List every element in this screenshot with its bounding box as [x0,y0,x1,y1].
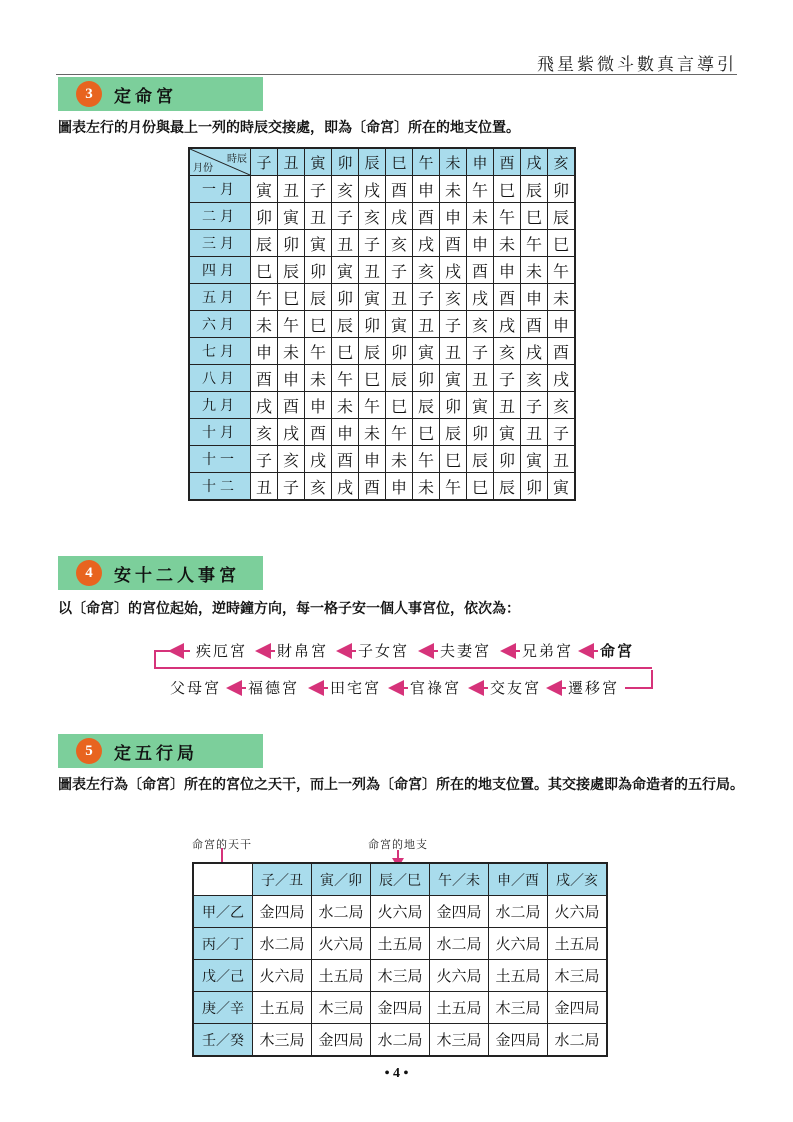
hour-header: 巳 [386,148,413,176]
table-cell: 午 [359,392,386,419]
table-cell: 土五局 [489,960,548,992]
table-cell: 卯 [413,365,440,392]
table-cell: 丑 [521,419,548,446]
table-cell: 卯 [278,230,305,257]
month-label: 四月 [189,257,251,284]
table-cell: 戌 [521,338,548,365]
branch-header: 午／未 [430,863,489,896]
table-cell: 未 [278,338,305,365]
palace-label: 子女宮 [358,642,410,660]
table-cell: 辰 [359,338,386,365]
table-cell: 未 [305,365,332,392]
table-cell: 子 [305,176,332,203]
annotation-stem: 命宮的天干 [192,838,252,851]
annotation-branch: 命宮的地支 [368,838,428,851]
corner-month-label: 月份 [193,163,213,174]
table-cell: 午 [413,446,440,473]
table-cell: 酉 [332,446,359,473]
table-cell: 寅 [413,338,440,365]
palace-label: 遷移宮 [568,679,620,697]
table-cell: 木三局 [312,992,371,1024]
table-cell: 巳 [440,446,467,473]
month-label: 六月 [189,311,251,338]
table-cell: 火六局 [253,960,312,992]
table-cell: 酉 [359,473,386,501]
hour-header: 亥 [548,148,576,176]
hour-header: 丑 [278,148,305,176]
hour-header: 酉 [494,148,521,176]
table-cell: 亥 [521,365,548,392]
table-cell: 午 [332,365,359,392]
hour-header: 午 [413,148,440,176]
table-cell: 巳 [521,203,548,230]
table-cell: 丑 [278,176,305,203]
table-cell: 戌 [548,365,576,392]
table-cell: 未 [440,176,467,203]
table-cell: 巳 [386,392,413,419]
table-cell: 申 [494,257,521,284]
table-cell: 水二局 [371,1024,430,1057]
table-cell: 申 [359,446,386,473]
table-cell: 卯 [305,257,332,284]
table-cell: 午 [386,419,413,446]
table-cell: 酉 [413,203,440,230]
table-cell: 未 [521,257,548,284]
table-cell: 子 [386,257,413,284]
table-cell: 辰 [440,419,467,446]
month-label: 八月 [189,365,251,392]
table-cell: 子 [494,365,521,392]
table-cell: 酉 [278,392,305,419]
section-text-4: 以〔命宮〕的宮位起始，逆時鐘方向，每一格子安一個人事宮位，依次為： [58,601,520,617]
table-cell: 辰 [332,311,359,338]
corner-hour-label: 時辰 [227,154,247,165]
table-cell: 辰 [548,203,576,230]
table-cell: 酉 [521,311,548,338]
table-cell: 辰 [494,473,521,501]
table-cell: 申 [521,284,548,311]
hour-header: 卯 [332,148,359,176]
table-row [193,928,607,960]
section-text-5: 圖表左行為〔命宮〕所在的宮位之天干，而上一列為〔命宮〕所在的地支位置。其交接處即為命造者的五行局。 [58,777,744,793]
table-cell: 巳 [278,284,305,311]
table-cell: 酉 [440,230,467,257]
table-cell: 辰 [278,257,305,284]
stem-label: 庚／辛 [193,992,253,1024]
table-cell: 水二局 [312,896,371,928]
table-cell: 亥 [386,230,413,257]
table-cell: 寅 [467,392,494,419]
table-cell: 戌 [305,446,332,473]
table-header-row [193,863,607,896]
table-cell: 巳 [467,473,494,501]
table-cell: 子 [359,230,386,257]
month-label: 七月 [189,338,251,365]
month-label: 九月 [189,392,251,419]
palace-label: 交友宮 [490,679,542,697]
table-cell: 戌 [278,419,305,446]
section-number-badge: 5 [76,738,102,764]
table-cell: 寅 [332,257,359,284]
table-cell: 未 [548,284,576,311]
table-row [193,960,607,992]
table-cell: 戌 [467,284,494,311]
table-cell: 丑 [440,338,467,365]
table-cell: 辰 [251,230,278,257]
table-cell: 酉 [251,365,278,392]
table-cell: 申 [440,203,467,230]
palace-label: 兄弟宮 [522,642,574,660]
table-cell: 寅 [278,203,305,230]
table-cell: 木三局 [489,992,548,1024]
table-row [193,1024,607,1057]
table-cell: 土五局 [253,992,312,1024]
table-cell: 申 [305,392,332,419]
table-cell: 巳 [305,311,332,338]
table-cell: 戌 [494,311,521,338]
table-cell: 子 [278,473,305,501]
running-header-title: 飛星紫微斗數真言導引 [537,55,737,75]
table-cell: 申 [548,311,576,338]
table-cell: 未 [467,203,494,230]
table-row [193,992,607,1024]
table-cell: 申 [278,365,305,392]
hour-header: 未 [440,148,467,176]
table-cell: 午 [521,230,548,257]
table-cell: 申 [332,419,359,446]
table-cell: 丑 [467,365,494,392]
table-cell: 卯 [440,392,467,419]
palace-label: 夫妻宮 [440,642,492,660]
palace-label: 田宅宮 [330,679,382,697]
table-cell: 亥 [494,338,521,365]
month-label: 十一 [189,446,251,473]
section-title: 定五行局 [114,743,198,764]
table-cell: 丑 [332,230,359,257]
stem-label: 丙／丁 [193,928,253,960]
month-label: 三月 [189,230,251,257]
table-cell: 亥 [440,284,467,311]
table-cell: 未 [251,311,278,338]
table-cell: 卯 [494,446,521,473]
table-cell: 土五局 [430,992,489,1024]
table-cell: 未 [359,419,386,446]
table-cell: 巳 [332,338,359,365]
table-cell: 金四局 [371,992,430,1024]
table-cell: 午 [251,284,278,311]
table-cell: 丑 [359,257,386,284]
table-cell: 子 [413,284,440,311]
table-cell: 木三局 [548,960,608,992]
hour-header: 寅 [305,148,332,176]
table-cell: 子 [251,446,278,473]
table-cell: 子 [332,203,359,230]
table-cell: 亥 [305,473,332,501]
table-cell: 金四局 [312,1024,371,1057]
table-cell: 卯 [359,311,386,338]
table-corner-cell [193,863,253,896]
month-label: 二月 [189,203,251,230]
table-cell: 亥 [548,392,576,419]
section-number-badge: 4 [76,560,102,586]
table-cell: 丑 [413,311,440,338]
table-cell: 酉 [548,338,576,365]
table-cell: 寅 [521,446,548,473]
table-cell: 戌 [332,473,359,501]
table-cell: 卯 [548,176,576,203]
table-cell: 寅 [386,311,413,338]
table-cell: 午 [548,257,576,284]
table-cell: 巳 [548,230,576,257]
palace-label: 疾厄宮 [196,642,248,660]
table-cell: 寅 [305,230,332,257]
table-cell: 亥 [413,257,440,284]
table-cell: 水二局 [430,928,489,960]
table-cell: 巳 [413,419,440,446]
table-cell: 午 [440,473,467,501]
table-cell: 酉 [386,176,413,203]
table-cell: 金四局 [430,896,489,928]
month-label: 五月 [189,284,251,311]
table-cell: 木三局 [430,1024,489,1057]
table-cell: 丑 [548,446,576,473]
table-cell: 未 [386,446,413,473]
table-cell: 寅 [548,473,576,501]
table-cell: 未 [332,392,359,419]
table-cell: 丑 [305,203,332,230]
table-cell: 申 [413,176,440,203]
table-cell: 戌 [440,257,467,284]
section-text-3: 圖表左行的月份與最上一列的時辰交接處，即為〔命宮〕所在的地支位置。 [58,120,520,136]
table-cell: 子 [521,392,548,419]
palace-label: 福德宮 [248,679,300,697]
table-cell: 卯 [251,203,278,230]
branch-header: 子／丑 [253,863,312,896]
table-cell: 戌 [251,392,278,419]
section-title: 安十二人事宮 [114,565,240,586]
table-cell: 卯 [332,284,359,311]
table-cell: 午 [467,176,494,203]
hour-header: 戌 [521,148,548,176]
table-cell: 土五局 [548,928,608,960]
table-cell: 午 [278,311,305,338]
table-cell: 亥 [251,419,278,446]
table-cell: 亥 [359,203,386,230]
table-cell: 寅 [251,176,278,203]
table-cell: 亥 [467,311,494,338]
table-cell: 水二局 [548,1024,608,1057]
table-cell: 金四局 [548,992,608,1024]
stem-label: 壬／癸 [193,1024,253,1057]
table-cell: 戌 [386,203,413,230]
table-cell: 寅 [440,365,467,392]
palace-label: 命宮 [600,642,635,660]
table-cell: 酉 [494,284,521,311]
table-cell: 木三局 [371,960,430,992]
table-cell: 申 [467,230,494,257]
table-cell: 戌 [413,230,440,257]
table-cell: 辰 [521,176,548,203]
hour-header: 申 [467,148,494,176]
table-cell: 亥 [278,446,305,473]
branch-header: 戌／亥 [548,863,608,896]
table-cell: 土五局 [312,960,371,992]
table-cell: 辰 [305,284,332,311]
table-cell: 巳 [359,365,386,392]
table-cell: 巳 [251,257,278,284]
table-cell: 水二局 [489,896,548,928]
stem-label: 戊／己 [193,960,253,992]
page-number: • 4 • [384,1066,409,1081]
table-cell: 巳 [494,176,521,203]
section-number-badge: 3 [76,81,102,107]
palace-label: 官祿宮 [410,679,462,697]
table-cell: 未 [413,473,440,501]
table-cell: 辰 [467,446,494,473]
section-title: 定命宮 [114,86,177,107]
table-cell: 土五局 [371,928,430,960]
table-cell: 丑 [494,392,521,419]
table-cell: 金四局 [489,1024,548,1057]
table-cell: 子 [440,311,467,338]
branch-header: 辰／巳 [371,863,430,896]
hour-header: 子 [251,148,278,176]
stem-label: 甲／乙 [193,896,253,928]
table-cell: 申 [386,473,413,501]
table-cell: 子 [467,338,494,365]
month-label: 一月 [189,176,251,203]
hour-header: 辰 [359,148,386,176]
table-cell: 寅 [359,284,386,311]
table-cell: 丑 [251,473,278,501]
table-cell: 亥 [332,176,359,203]
table-cell: 酉 [467,257,494,284]
branch-header: 寅／卯 [312,863,371,896]
table-cell: 未 [494,230,521,257]
table-cell: 卯 [521,473,548,501]
wuxing-table [192,862,608,1057]
table-cell: 子 [548,419,576,446]
table-cell: 火六局 [312,928,371,960]
table-cell: 水二局 [253,928,312,960]
month-label: 十二 [189,473,251,501]
table-cell: 酉 [305,419,332,446]
table-cell: 火六局 [489,928,548,960]
table-cell: 木三局 [253,1024,312,1057]
table-cell: 申 [251,338,278,365]
table-cell: 辰 [413,392,440,419]
table-cell: 午 [305,338,332,365]
table-cell: 辰 [386,365,413,392]
branch-header: 申／酉 [489,863,548,896]
table-cell: 戌 [359,176,386,203]
table-cell: 火六局 [430,960,489,992]
table-cell: 卯 [386,338,413,365]
table-cell: 丑 [386,284,413,311]
palace-label: 父母宮 [170,679,222,697]
table-cell: 卯 [467,419,494,446]
month-label: 十月 [189,419,251,446]
table-cell: 寅 [494,419,521,446]
table-cell: 金四局 [253,896,312,928]
table-cell: 午 [494,203,521,230]
palace-label: 財帛宮 [277,642,329,660]
table-cell: 火六局 [548,896,608,928]
table-cell: 火六局 [371,896,430,928]
table-row [193,896,607,928]
